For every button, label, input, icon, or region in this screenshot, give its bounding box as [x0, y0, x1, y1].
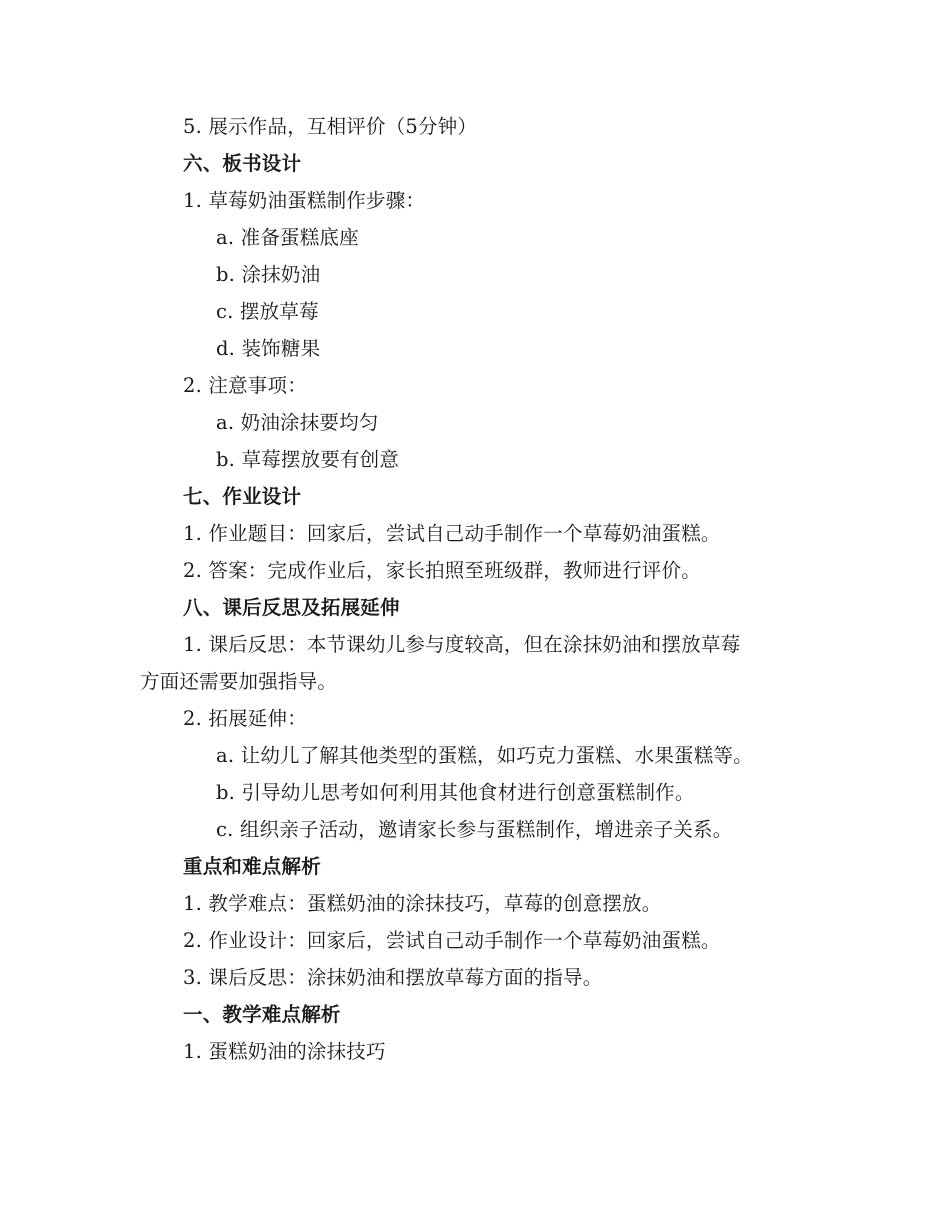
paragraph-line: 方面还需要加强指导。	[140, 670, 338, 693]
section-heading: 七、作业设计	[183, 485, 302, 508]
paragraph-line: b. 草莓摆放要有创意	[216, 448, 400, 471]
paragraph-line: 1. 课后反思：本节课幼儿参与度较高，但在涂抹奶油和摆放草莓	[183, 633, 741, 656]
paragraph-line: b. 引导幼儿思考如何利用其他食材进行创意蛋糕制作。	[216, 781, 695, 804]
paragraph-line: 3. 课后反思：涂抹奶油和摆放草莓方面的指导。	[183, 966, 603, 989]
paragraph-line: c. 组织亲子活动，邀请家长参与蛋糕制作，增进亲子关系。	[216, 818, 733, 841]
paragraph-line: 1. 作业题目：回家后，尝试自己动手制作一个草莓奶油蛋糕。	[183, 522, 721, 545]
paragraph-line: a. 准备蛋糕底座	[216, 226, 359, 249]
paragraph-line: 2. 答案：完成作业后，家长拍照至班级群，教师进行评价。	[183, 559, 701, 582]
paragraph-line: 2. 拓展延伸：	[183, 707, 307, 730]
paragraph-line: b. 涂抹奶油	[216, 263, 321, 286]
paragraph-line: a. 让幼儿了解其他类型的蛋糕，如巧克力蛋糕、水果蛋糕等。	[216, 744, 753, 767]
paragraph-line: d. 装饰糖果	[216, 337, 321, 360]
paragraph-line: 1. 草莓奶油蛋糕制作步骤：	[183, 189, 426, 212]
section-heading: 六、板书设计	[183, 152, 302, 175]
paragraph-line: c. 摆放草莓	[216, 300, 319, 323]
paragraph-line: 1. 蛋糕奶油的涂抹技巧	[183, 1040, 386, 1063]
paragraph-line: a. 奶油涂抹要均匀	[216, 411, 379, 434]
section-heading: 重点和难点解析	[183, 855, 321, 878]
paragraph-line: 2. 作业设计：回家后，尝试自己动手制作一个草莓奶油蛋糕。	[183, 929, 721, 952]
paragraph-line: 2. 注意事项：	[183, 374, 307, 397]
paragraph-line: 5. 展示作品，互相评价（5分钟）	[183, 115, 478, 138]
paragraph-line: 1. 教学难点：蛋糕奶油的涂抹技巧，草莓的创意摆放。	[183, 892, 662, 915]
section-heading: 一、教学难点解析	[183, 1003, 341, 1026]
section-heading: 八、课后反思及拓展延伸	[183, 596, 400, 619]
